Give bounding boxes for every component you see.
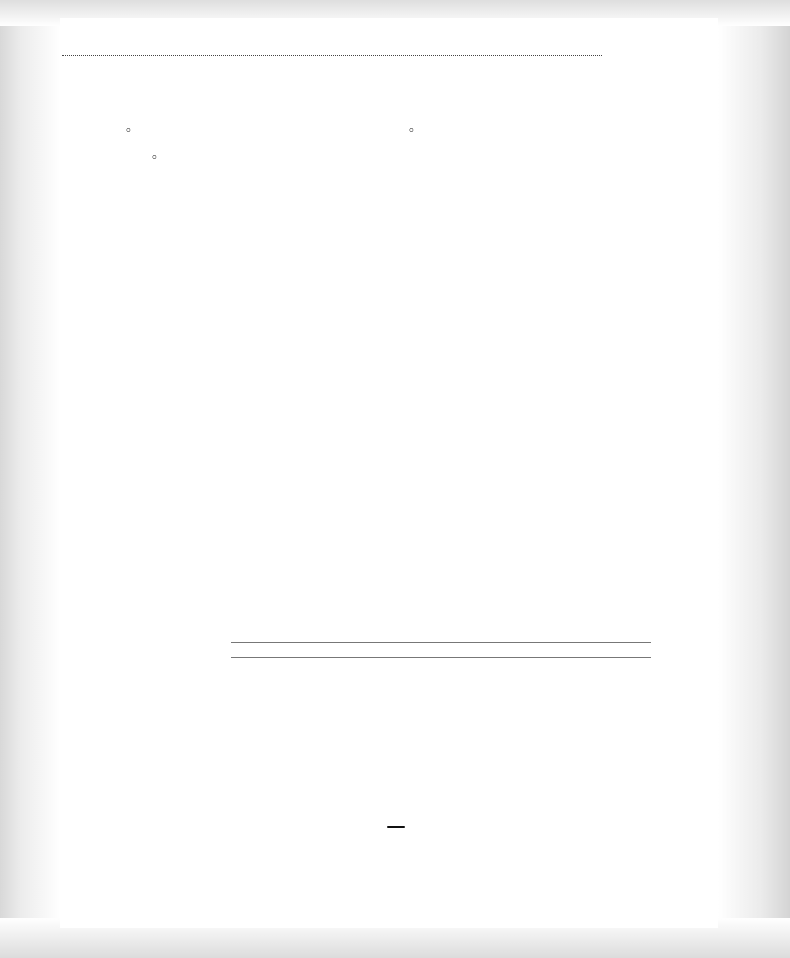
chart-national-medical-expenses: [126, 372, 671, 627]
chart-notes: [126, 630, 671, 712]
paragraph-l2: 。: [152, 146, 166, 162]
figure-2: [126, 372, 671, 817]
paragraph-l1: 。: [126, 119, 140, 135]
growth-rate-table-wrap: [126, 720, 671, 722]
notes-divider-mid: [231, 657, 651, 658]
notes-divider-top: [231, 642, 651, 643]
page-edge-shadow-left: [0, 0, 60, 958]
figure-caption: [126, 818, 671, 836]
header-divider: [62, 55, 602, 56]
paragraph-r1: 。: [409, 119, 423, 135]
figure-badge: [387, 826, 405, 828]
body-column-left: [126, 112, 394, 166]
page-edge-shadow-right: [718, 0, 790, 958]
chart-svg: [126, 372, 671, 627]
body-column-right: [409, 112, 677, 139]
running-head: [62, 34, 602, 56]
